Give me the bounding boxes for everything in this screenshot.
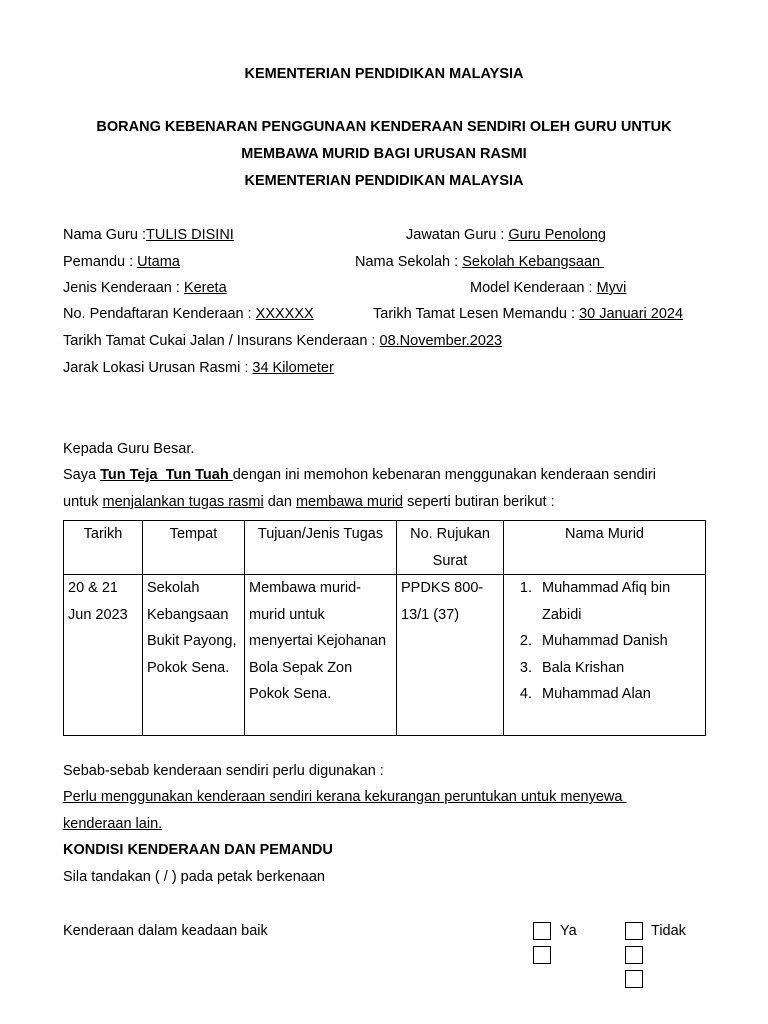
pemandu-label: Pemandu : bbox=[63, 254, 138, 270]
untuk-text: untuk bbox=[63, 494, 103, 510]
list-item: 4. Muhammad Alan bbox=[536, 681, 701, 708]
details-table bbox=[63, 520, 706, 736]
lesen-value: 30 Januari 2024 bbox=[579, 306, 684, 322]
sekolah-label: Nama Sekolah : bbox=[355, 254, 463, 270]
model-value: Myvi bbox=[596, 280, 627, 296]
letter-line1 bbox=[63, 467, 656, 483]
model-kenderaan-field bbox=[470, 280, 626, 296]
pemandu-value: Utama bbox=[137, 254, 180, 270]
pemandu-field bbox=[63, 254, 180, 270]
checkbox-tidak-2[interactable] bbox=[625, 946, 643, 964]
jenis-value: Kereta bbox=[183, 280, 227, 296]
cell-tempat: Sekolah Kebangsaan Bukit Payong, Pokok Sena. bbox=[143, 575, 245, 736]
murid-list bbox=[508, 575, 701, 708]
form-title-line3: KEMENTERIAN PENDIDIKAN MALAYSIA bbox=[244, 173, 524, 189]
letter-text2: seperti butiran berikut : bbox=[403, 494, 555, 510]
reasons-line1: Perlu menggunakan kenderaan sendiri kerana kekurangan peruntukan untuk menyewa bbox=[63, 789, 627, 805]
letter-text1: dengan ini memohon kebenaran menggunakan kenderaan sendiri bbox=[232, 467, 656, 483]
cukai-value: 08.November.2023 bbox=[379, 333, 503, 349]
cell-rujukan: PPDKS 800-13/1 (37) bbox=[397, 575, 504, 736]
pendaftaran-label: No. Pendaftaran Kenderaan : bbox=[63, 306, 256, 322]
form-title-line2: MEMBAWA MURID BAGI URUSAN RASMI bbox=[241, 146, 527, 162]
teacher-name: Tun Teja Tun Tuah bbox=[100, 467, 233, 483]
checkbox-ya-1[interactable] bbox=[533, 922, 551, 940]
jenis-label: Jenis Kenderaan : bbox=[63, 280, 184, 296]
tugas-text: menjalankan tugas rasmi bbox=[102, 494, 264, 510]
jawatan-field bbox=[406, 227, 606, 243]
cukai-label: Tarikh Tamat Cukai Jalan / Insurans Kenderaan : bbox=[63, 333, 380, 349]
table-header-row bbox=[64, 521, 706, 575]
letter-line2 bbox=[63, 494, 555, 510]
nama-guru-label: Nama Guru : bbox=[63, 227, 146, 243]
jarak-label: Jarak Lokasi Urusan Rasmi : bbox=[63, 360, 253, 376]
reasons-line2: kenderaan lain. bbox=[63, 816, 163, 832]
salutation: Kepada Guru Besar. bbox=[63, 441, 195, 457]
sekolah-value: Sekolah Kebangsaan bbox=[462, 254, 605, 270]
jawatan-value: Guru Penolong bbox=[508, 227, 606, 243]
nama-guru-field bbox=[63, 227, 234, 243]
list-item: 2. Muhammad Danish bbox=[536, 628, 701, 655]
jarak-field bbox=[63, 360, 334, 376]
checkbox-tidak-1[interactable] bbox=[625, 922, 643, 940]
header-tujuan: Tujuan/Jenis Tugas bbox=[245, 521, 397, 575]
tidak-label: Tidak bbox=[651, 923, 686, 939]
reasons-label: Sebab-sebab kenderaan sendiri perlu digunakan : bbox=[63, 763, 384, 779]
murid-text: membawa murid bbox=[295, 494, 404, 510]
pendaftaran-value: XXXXXX bbox=[255, 306, 314, 322]
kondisi-heading: KONDISI KENDERAAN DAN PEMANDU bbox=[63, 842, 333, 858]
kondisi-item-kenderaan: Kenderaan dalam keadaan baik bbox=[63, 923, 268, 939]
model-label: Model Kenderaan : bbox=[470, 280, 597, 296]
ya-label: Ya bbox=[560, 923, 577, 939]
header-tempat: Tempat bbox=[143, 521, 245, 575]
ministry-heading: KEMENTERIAN PENDIDIKAN MALAYSIA bbox=[244, 66, 524, 82]
sekolah-field bbox=[355, 254, 604, 270]
saya-text: Saya bbox=[63, 467, 101, 483]
header-rujukan: No. Rujukan Surat bbox=[397, 521, 504, 575]
cukai-field bbox=[63, 333, 502, 349]
pendaftaran-field bbox=[63, 306, 314, 322]
cell-tarikh: 20 & 21 Jun 2023 bbox=[64, 575, 143, 736]
jenis-kenderaan-field bbox=[63, 280, 227, 296]
lesen-label: Tarikh Tamat Lesen Memandu : bbox=[373, 306, 580, 322]
jawatan-label: Jawatan Guru : bbox=[406, 227, 509, 243]
jarak-value: 34 Kilometer bbox=[252, 360, 334, 376]
checkbox-ya-2[interactable] bbox=[533, 946, 551, 964]
lesen-field bbox=[373, 306, 683, 322]
kondisi-instruction: Sila tandakan ( / ) pada petak berkenaan bbox=[63, 869, 325, 885]
header-tarikh: Tarikh bbox=[64, 521, 143, 575]
table-row bbox=[64, 575, 706, 736]
cell-nama-murid bbox=[504, 575, 706, 736]
dan-text: dan bbox=[263, 494, 296, 510]
form-title-line1: BORANG KEBENARAN PENGGUNAAN KENDERAAN SENDIRI OLEH GURU UNTUK bbox=[96, 119, 672, 135]
header-nama-murid: Nama Murid bbox=[504, 521, 706, 575]
list-item: 3. Bala Krishan bbox=[536, 655, 701, 682]
list-item: 1. Muhammad Afiq bin Zabidi bbox=[536, 575, 701, 628]
cell-tujuan: Membawa murid-murid untuk menyertai Kejohanan Bola Sepak Zon Pokok Sena. bbox=[245, 575, 397, 736]
nama-guru-value: TULIS DISINI bbox=[146, 227, 234, 243]
checkbox-tidak-3[interactable] bbox=[625, 970, 643, 988]
